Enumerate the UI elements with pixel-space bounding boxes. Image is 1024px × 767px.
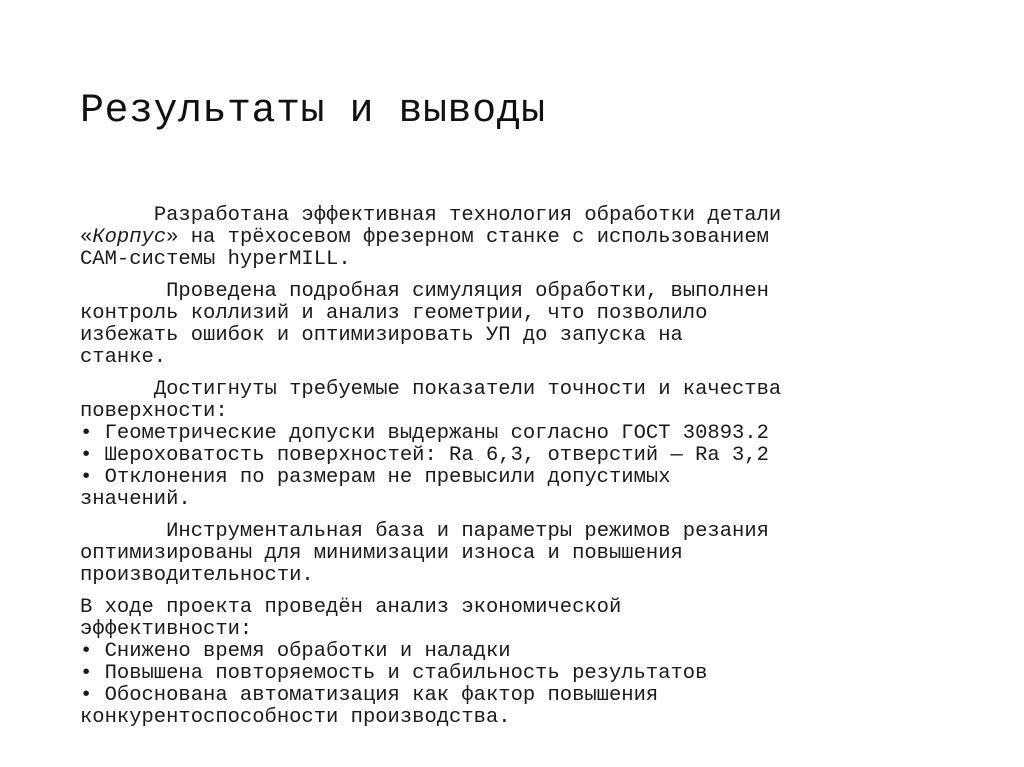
bullet-item-continuation: значений. — [80, 488, 191, 511]
p2-line4: станке. — [80, 346, 167, 369]
p1-quote-close: » — [166, 226, 179, 249]
p2-line3: избежать ошибок и оптимизировать УП до запуска на — [80, 324, 683, 347]
p1-line2: на трёхосевом фрезерном станке с использованием — [178, 226, 769, 249]
bullet-item: • Шероховатость поверхностей: Ra 6,3, отверстий — Ra 3,2 — [80, 444, 769, 467]
p1-line3: CAM-системы hyperMILL. — [80, 248, 351, 271]
bullet-item: • Отклонения по размерам не превысили допустимых — [80, 466, 671, 489]
p1-line1: Разработана эффективная технология обработки детали — [153, 204, 782, 227]
bullet-item-continuation: конкурентоспособности производства. — [80, 706, 511, 729]
bullet-item: • Повышена повторяемость и стабильность результатов — [80, 662, 708, 685]
p3-line2: поверхности: — [80, 400, 228, 423]
part-name: Корпус — [92, 226, 167, 249]
p3-line1: Достигнуты требуемые показатели точности и качества — [153, 378, 782, 401]
bullet-item: • Снижено время обработки и наладки — [80, 640, 511, 663]
p5-line1: В ходе проекта проведён анализ экономической — [80, 596, 622, 619]
paragraph-tooling — [80, 521, 960, 587]
slide-title: Результаты и выводы — [80, 89, 546, 134]
p4-line3: производительности. — [80, 564, 314, 587]
paragraph-technology — [80, 205, 960, 271]
p2-line2: контроль коллизий и анализ геометрии, что позволило — [80, 302, 708, 325]
paragraph-economics — [80, 597, 960, 729]
p1-quote-open: « — [80, 226, 93, 249]
p4-line2: оптимизированы для минимизации износа и повышения — [80, 542, 683, 565]
paragraph-accuracy — [80, 379, 960, 511]
bullet-item: • Обоснована автоматизация как фактор повышения — [80, 684, 659, 707]
slide-body — [80, 205, 960, 729]
p4-line1: Инструментальная база и параметры режимов резания — [166, 520, 769, 543]
bullet-item: • Геометрические допуски выдержаны согласно ГОСТ 30893.2 — [80, 422, 769, 445]
p5-line2: эффективности: — [80, 618, 253, 641]
p2-line1: Проведена подробная симуляция обработки, выполнен — [166, 280, 769, 303]
paragraph-simulation — [80, 281, 960, 369]
